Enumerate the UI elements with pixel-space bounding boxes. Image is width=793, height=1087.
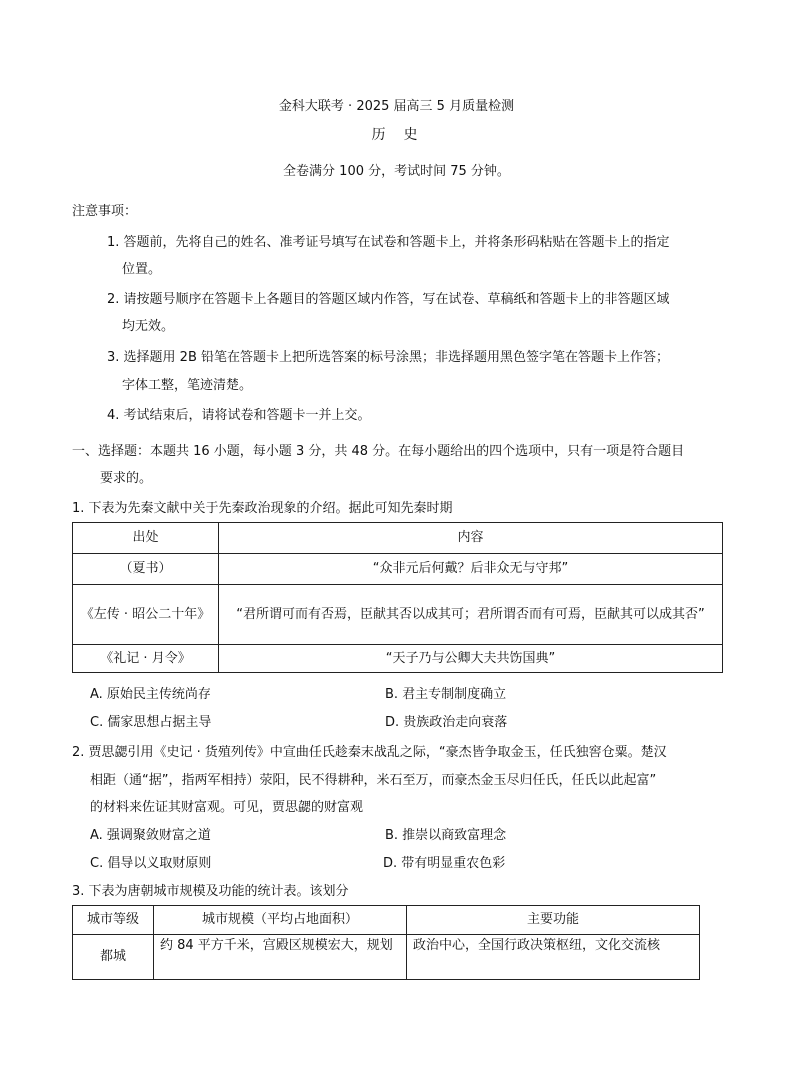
table-row (73, 935, 700, 980)
table-header-cell: 内容 (219, 523, 723, 554)
q2-option-c: C. 倡导以义取财原则 (90, 856, 212, 871)
table-header-row (73, 906, 700, 935)
q1-option-b: B. 君主专制制度确立 (385, 687, 507, 702)
table-cell: “众非元后何戴？后非众无与守邦” (219, 554, 723, 585)
notice-item-1-cont: 位置。 (122, 262, 162, 277)
notice-item-3-cont: 字体工整，笔迹清楚。 (122, 378, 253, 393)
notice-item-2: 2. 请按题号顺序在答题卡上各题目的答题区域内作答，写在试卷、草稿纸和答题卡上的非答题区域 (107, 292, 670, 307)
table-cell: 约 84 平方千米，宫殿区规模宏大，规划 (154, 935, 407, 980)
q2-option-d: D. 带有明显重农色彩 (383, 856, 506, 871)
notice-item-2-cont: 均无效。 (122, 319, 175, 334)
question-2-stem: 2. 贾思勰引用《史记 · 货殖列传》中宣曲任氏趁秦末战乱之际，“豪杰皆争取金玉，任氏独窖仓粟。楚汉 (72, 745, 667, 760)
question-1-table (72, 522, 723, 673)
notice-item-4: 4. 考试结束后，请将试卷和答题卡一并上交。 (107, 408, 371, 423)
question-1-stem: 1. 下表为先秦文献中关于先秦政治现象的介绍。据此可知先秦时期 (72, 501, 453, 516)
table-header-cell: 出处 (73, 523, 219, 554)
table-cell: 都城 (73, 935, 154, 980)
table-cell: “天子乃与公卿大夫共饬国典” (219, 645, 723, 673)
question-2-stem-cont: 相距（通“据”，指两军相持）荥阳，民不得耕种，米石至万，而豪杰金玉尽归任氏，任氏以此起富” (90, 773, 657, 788)
question-3-table (72, 905, 700, 980)
q2-option-b: B. 推崇以商致富理念 (385, 828, 507, 843)
notice-item-3: 3. 选择题用 2B 铅笔在答题卡上把所选答案的标号涂黑；非选择题用黑色签字笔在答题卡上作答； (107, 350, 669, 365)
table-row (73, 645, 723, 673)
exam-title: 金科大联考 · 2025 届高三 5 月质量检测 (278, 99, 515, 114)
q1-option-d: D. 贵族政治走向衰落 (385, 715, 508, 730)
table-header-row (73, 523, 723, 554)
table-row (73, 554, 723, 585)
table-cell: （夏书） (73, 554, 219, 585)
section-heading-cont: 要求的。 (100, 471, 153, 486)
section-heading: 一、选择题：本题共 16 小题，每小题 3 分，共 48 分。在每小题给出的四个选项中，只有一项是符合题目 (72, 444, 685, 459)
q2-option-a: A. 强调聚敛财富之道 (90, 828, 211, 843)
full-score-note: 全卷满分 100 分，考试时间 75 分钟。 (283, 164, 510, 179)
subject-title: 历史 (371, 127, 436, 143)
table-header-cell: 城市规模（平均占地面积） (154, 906, 407, 935)
table-cell: 政治中心，全国行政决策枢纽，文化交流核 (407, 935, 700, 980)
question-2-stem-cont: 的材料来佐证其财富观。可见，贾思勰的财富观 (90, 800, 364, 815)
q1-option-a: A. 原始民主传统尚存 (90, 687, 211, 702)
table-header-cell: 主要功能 (407, 906, 700, 935)
notice-heading: 注意事项： (72, 204, 138, 219)
table-cell: 《左传 · 昭公二十年》 (73, 585, 219, 645)
table-cell: “君所谓可而有否焉，臣献其否以成其可；君所谓否而有可焉，臣献其可以成其否” (219, 585, 723, 645)
table-header-cell: 城市等级 (73, 906, 154, 935)
question-3-stem: 3. 下表为唐朝城市规模及功能的统计表。该划分 (72, 884, 349, 899)
table-cell: 《礼记 · 月令》 (73, 645, 219, 673)
table-row (73, 585, 723, 645)
notice-item-1: 1. 答题前，先将自己的姓名、准考证号填写在试卷和答题卡上，并将条形码粘贴在答题卡上的指定 (107, 235, 670, 250)
q1-option-c: C. 儒家思想占据主导 (90, 715, 212, 730)
